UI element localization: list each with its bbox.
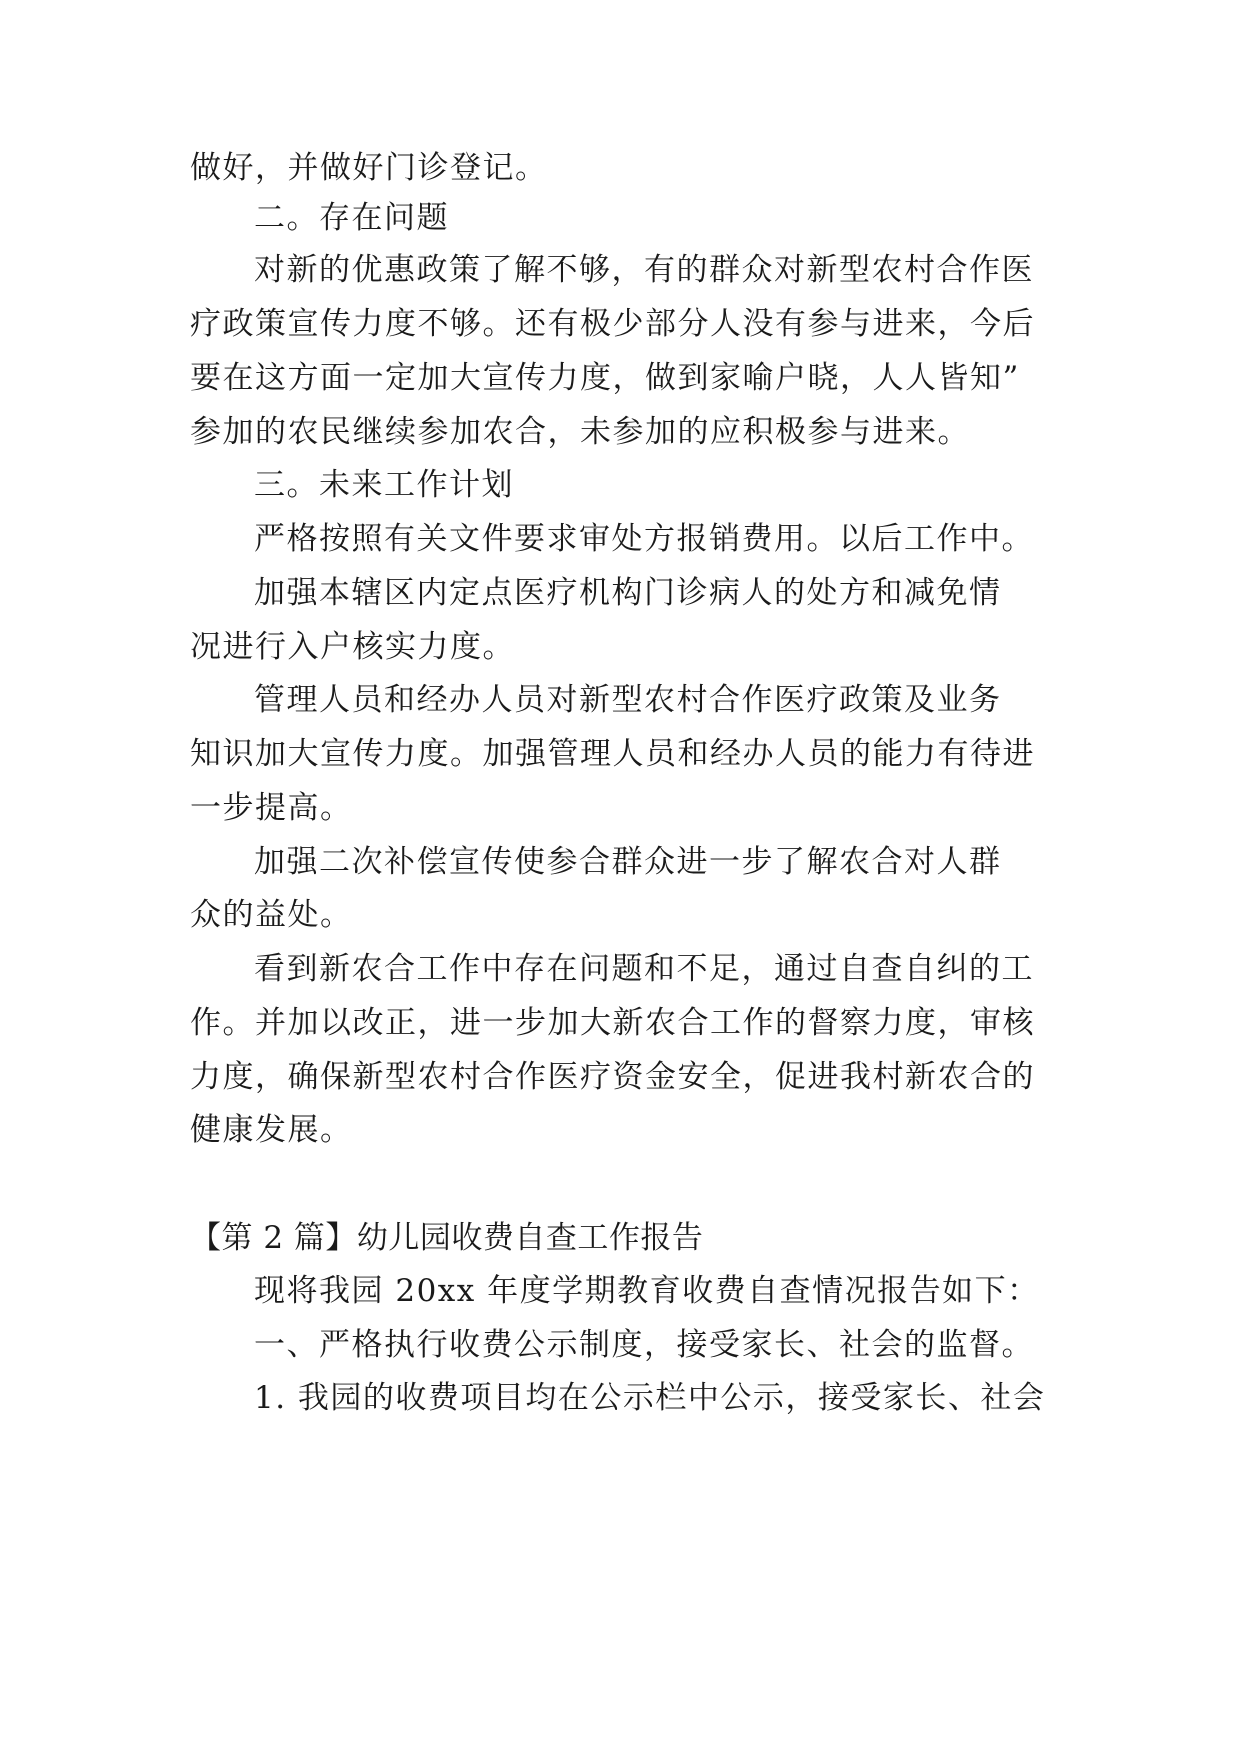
section-heading: 二。存在问题	[254, 200, 449, 236]
paragraph-line: 严格按照有关文件要求审处方报销费用。以后工作中。	[254, 521, 1034, 557]
paragraph-line: 况进行入户核实力度。	[190, 629, 515, 665]
paragraph-line: 1. 我园的收费项目均在公示栏中公示，接受家长、社会	[254, 1380, 1046, 1416]
section-heading: 三。未来工作计划	[254, 467, 514, 503]
article-title: 【第 2 篇】幼儿园收费自查工作报告	[190, 1220, 704, 1256]
paragraph-line: 知识加大宣传力度。加强管理人员和经办人员的能力有待进	[190, 736, 1035, 772]
paragraph-line: 疗政策宣传力度不够。还有极少部分人没有参与进来，今后	[190, 306, 1035, 342]
paragraph-line: 对新的优惠政策了解不够，有的群众对新型农村合作医	[254, 252, 1034, 288]
paragraph-line: 看到新农合工作中存在问题和不足，通过自查自纠的工	[254, 951, 1034, 987]
paragraph-line: 加强本辖区内定点医疗机构门诊病人的处方和减免情	[254, 575, 1002, 611]
paragraph-line: 众的益处。	[190, 897, 353, 933]
paragraph-line: 力度，确保新型农村合作医疗资金安全，促进我村新农合的	[190, 1059, 1035, 1095]
paragraph-line: 一步提高。	[190, 790, 353, 826]
paragraph-line: 要在这方面一定加大宣传力度，做到家喻户晓，人人皆知”	[190, 360, 1020, 396]
paragraph-line: 做好，并做好门诊登记。	[190, 150, 548, 186]
paragraph-line: 管理人员和经办人员对新型农村合作医疗政策及业务	[254, 682, 1002, 718]
paragraph-line: 健康发展。	[190, 1112, 353, 1148]
paragraph-line: 作。并加以改正，进一步加大新农合工作的督察力度，审核	[190, 1005, 1035, 1041]
section-heading: 一、严格执行收费公示制度，接受家长、社会的监督。	[254, 1327, 1034, 1363]
paragraph-line: 加强二次补偿宣传使参合群众进一步了解农合对人群	[254, 844, 1002, 880]
paragraph-line: 现将我园 20xx 年度学期教育收费自查情况报告如下：	[254, 1273, 1040, 1309]
paragraph-line: 参加的农民继续参加农合，未参加的应积极参与进来。	[190, 414, 970, 450]
